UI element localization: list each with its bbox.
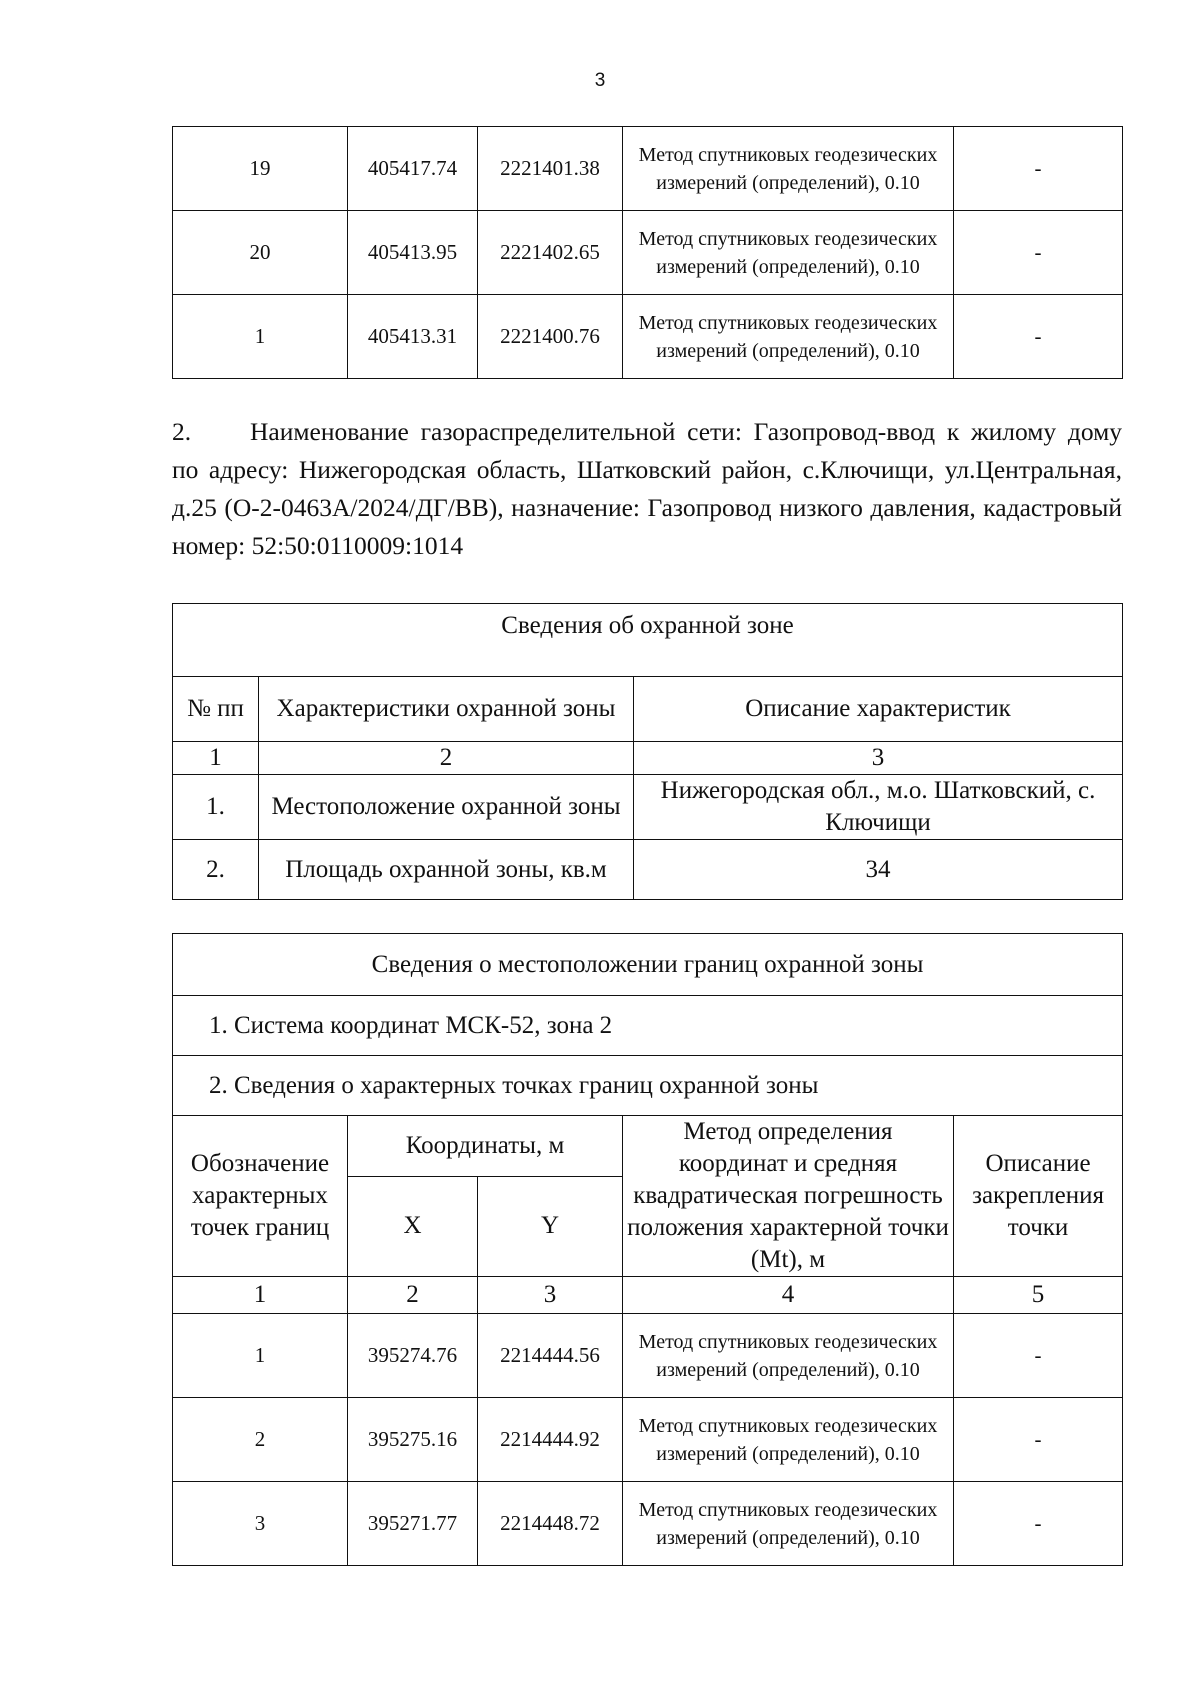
characteristic: Площадь охранной зоны, кв.м [259, 840, 634, 900]
table-title: Сведения об охранной зоне [173, 604, 1123, 677]
header-designation: Обозначение характерных точек границ [173, 1116, 348, 1277]
coord-y: 2214448.72 [478, 1482, 623, 1566]
header-row [173, 1116, 1123, 1177]
coord-y: 2214444.92 [478, 1398, 623, 1482]
table-row [173, 1398, 1123, 1482]
table-title: Сведения о местоположении границ охранной зоны [173, 934, 1123, 996]
fixing-description: - [954, 1482, 1123, 1566]
points-subtitle: 2. Сведения о характерных точках границ охранной зоны [173, 1056, 1123, 1116]
method-cell: Метод спутниковых геодезических измерений (определений), 0.10 [623, 211, 954, 295]
description: 34 [634, 840, 1123, 900]
coord-y: 2221402.65 [478, 211, 623, 295]
method-cell: Метод спутниковых геодезических измерений (определений), 0.10 [623, 127, 954, 211]
header-x: X [348, 1176, 478, 1277]
section-text: Наименование газораспределительной сети: Газопровод-ввод к жилому дому по адресу: Нижегородская область, Шатковский район, с.Ключищи, ул.Центральная, д.25 (О-2-0463А/2024/ДГ/ВВ), назначение: Газопровод низкого давления, кадастровый номер: 52:50:0110009:1014 [172, 417, 1122, 560]
point-number: 20 [173, 211, 348, 295]
coordinate-system: 1. Система координат МСК-52, зона 2 [173, 996, 1123, 1056]
fixing-description: - [954, 127, 1123, 211]
point-number: 3 [173, 1482, 348, 1566]
header-description: Описание характеристик [634, 677, 1123, 742]
coord-x: 395275.16 [348, 1398, 478, 1482]
column-number: 4 [623, 1277, 954, 1314]
header-coordinates: Координаты, м [348, 1116, 623, 1177]
page-number: 3 [594, 70, 606, 91]
row-number: 1. [173, 775, 259, 840]
fixing-description: - [954, 1398, 1123, 1482]
coordinates-table-continued [172, 126, 1123, 379]
method-cell: Метод спутниковых геодезических измерений (определений), 0.10 [623, 1482, 954, 1566]
table-row [173, 127, 1123, 211]
coord-y: 2221401.38 [478, 127, 623, 211]
column-number: 1 [173, 1277, 348, 1314]
column-number: 2 [259, 742, 634, 775]
coord-x: 395274.76 [348, 1314, 478, 1398]
header-characteristic: Характеристики охранной зоны [259, 677, 634, 742]
table-row [173, 1314, 1123, 1398]
section-number: 2. [172, 417, 192, 446]
table-row [173, 775, 1123, 840]
header-fixing: Описание закрепления точки [954, 1116, 1123, 1277]
header-y: Y [478, 1176, 623, 1277]
column-number-row [173, 1277, 1123, 1314]
coord-x: 405413.95 [348, 211, 478, 295]
point-number: 1 [173, 1314, 348, 1398]
method-cell: Метод спутниковых геодезических измерений (определений), 0.10 [623, 1398, 954, 1482]
characteristic: Местоположение охранной зоны [259, 775, 634, 840]
coord-x: 405417.74 [348, 127, 478, 211]
coord-x: 395271.77 [348, 1482, 478, 1566]
coord-y: 2214444.56 [478, 1314, 623, 1398]
column-number: 3 [478, 1277, 623, 1314]
point-number: 2 [173, 1398, 348, 1482]
column-number: 2 [348, 1277, 478, 1314]
column-number: 1 [173, 742, 259, 775]
table-row [173, 295, 1123, 379]
method-cell: Метод спутниковых геодезических измерений (определений), 0.10 [623, 295, 954, 379]
coord-y: 2221400.76 [478, 295, 623, 379]
header-num: № пп [173, 677, 259, 742]
column-number: 5 [954, 1277, 1123, 1314]
fixing-description: - [954, 211, 1123, 295]
table-row [173, 1482, 1123, 1566]
section-paragraph [172, 413, 1122, 565]
column-number-row [173, 742, 1123, 775]
method-cell: Метод спутниковых геодезических измерений (определений), 0.10 [623, 1314, 954, 1398]
coord-x: 405413.31 [348, 295, 478, 379]
table-row [173, 211, 1123, 295]
protection-zone-table [172, 603, 1123, 900]
point-number: 1 [173, 295, 348, 379]
row-number: 2. [173, 840, 259, 900]
zone-boundaries-table [172, 933, 1123, 1566]
point-number: 19 [173, 127, 348, 211]
table-row [173, 840, 1123, 900]
fixing-description: - [954, 295, 1123, 379]
fixing-description: - [954, 1314, 1123, 1398]
header-row [173, 677, 1123, 742]
description: Нижегородская обл., м.о. Шатковский, с. Ключищи [634, 775, 1123, 840]
header-method: Метод определения координат и средняя квадратическая погрешность положения характерной точки (Mt), м [623, 1116, 954, 1277]
column-number: 3 [634, 742, 1123, 775]
